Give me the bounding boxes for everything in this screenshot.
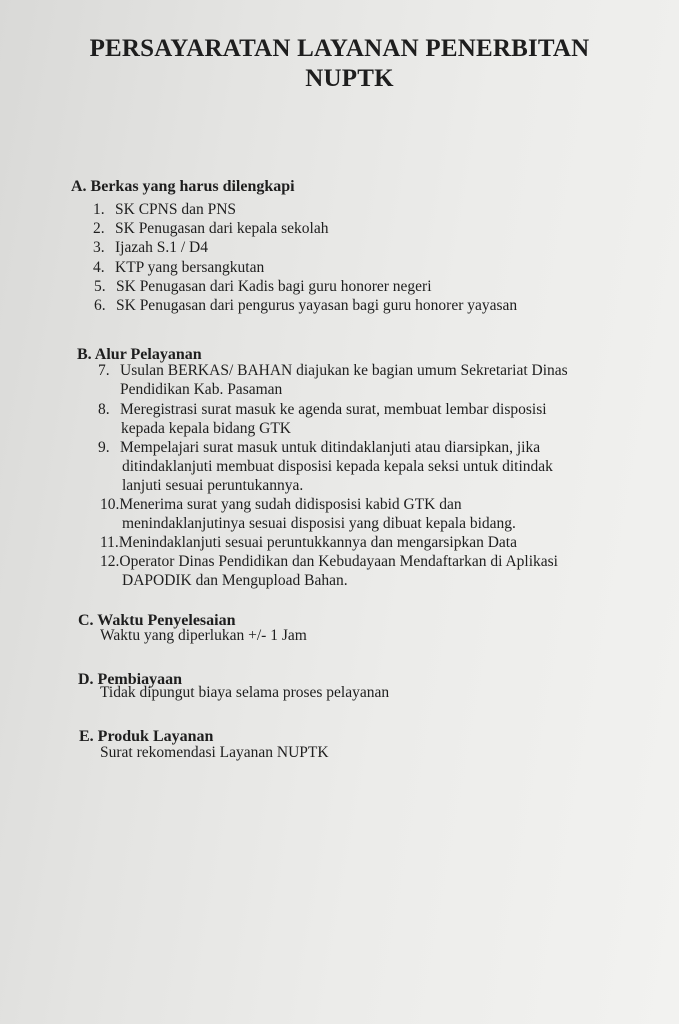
- item-continuation: Pendidikan Kab. Pasaman: [120, 381, 283, 398]
- item-continuation: menindaklanjutinya sesuai disposisi yang dibuat kepala bidang.: [122, 515, 516, 532]
- item-number: 1.: [93, 201, 105, 218]
- item-text: Menindaklanjuti sesuai peruntukkannya dan mengarsipkan Data: [118, 534, 517, 551]
- section-c-heading: C. Waktu Penyelesaian: [78, 612, 236, 629]
- item-number: 2.: [93, 220, 105, 237]
- list-item: [93, 219, 329, 238]
- document-title-line-2: NUPTK: [305, 65, 394, 92]
- list-item: [100, 495, 462, 514]
- item-text: Usulan BERKAS/ BAHAN diajukan ke bagian umum Sekretariat Dinas: [120, 362, 568, 379]
- item-continuation: lanjuti sesuai peruntukannya.: [122, 477, 304, 494]
- section-d-body: Tidak dipungut biaya selama proses pelayanan: [100, 684, 390, 701]
- item-number: 4.: [93, 259, 105, 276]
- item-continuation: DAPODIK dan Mengupload Bahan.: [122, 572, 348, 589]
- item-text: Mempelajari surat masuk untuk ditindaklanjuti atau diarsipkan, jika: [120, 439, 541, 456]
- section-e-heading: E. Produk Layanan: [79, 728, 214, 745]
- list-item: [98, 400, 547, 419]
- section-d-heading: D. Pembiayaan: [78, 671, 182, 688]
- section-c-body: Waktu yang diperlukan +/- 1 Jam: [100, 627, 307, 644]
- list-item: [100, 533, 517, 552]
- item-text: Menerima surat yang sudah didisposisi kabid GTK dan: [119, 496, 462, 513]
- item-number: 7.: [98, 362, 110, 379]
- item-text: SK CPNS dan PNS: [115, 201, 237, 218]
- item-number: 3.: [93, 239, 105, 256]
- section-e-body: Surat rekomendasi Layanan NUPTK: [100, 744, 329, 761]
- list-item: [98, 438, 540, 457]
- section-a-heading: A. Berkas yang harus dilengkapi: [71, 178, 295, 195]
- item-number: 5.: [94, 278, 106, 295]
- list-item: [93, 200, 236, 219]
- item-continuation: kepada kepala bidang GTK: [121, 420, 292, 437]
- item-number: 9.: [98, 439, 110, 456]
- item-continuation: ditindaklanjuti membuat disposisi kepada kepala seksi untuk ditindak: [122, 458, 553, 475]
- list-item: [94, 296, 517, 315]
- item-text: KTP yang bersangkutan: [115, 259, 265, 276]
- list-item: [93, 258, 264, 277]
- section-b-heading: B. Alur Pelayanan: [77, 346, 202, 363]
- item-text: SK Penugasan dari pengurus yayasan bagi guru honorer yayasan: [116, 297, 518, 314]
- item-text: Ijazah S.1 / D4: [115, 239, 208, 256]
- item-number: 8.: [98, 401, 110, 418]
- list-item: [100, 552, 558, 571]
- item-text: Operator Dinas Pendidikan dan Kebudayaan Mendaftarkan di Aplikasi: [119, 553, 558, 570]
- list-item: [93, 238, 208, 257]
- item-number: 12.: [100, 553, 120, 570]
- item-text: SK Penugasan dari Kadis bagi guru honorer negeri: [116, 278, 432, 295]
- list-item: [94, 277, 432, 296]
- document-title-line-1: PERSAYARATAN LAYANAN PENERBITAN: [89, 35, 590, 62]
- item-number: 6.: [94, 297, 106, 314]
- item-text: Meregistrasi surat masuk ke agenda surat, membuat lembar disposisi: [120, 401, 547, 418]
- item-number: 11.: [100, 534, 119, 551]
- item-number: 10.: [100, 496, 120, 513]
- list-item: [98, 361, 568, 380]
- item-text: SK Penugasan dari kepala sekolah: [115, 220, 329, 237]
